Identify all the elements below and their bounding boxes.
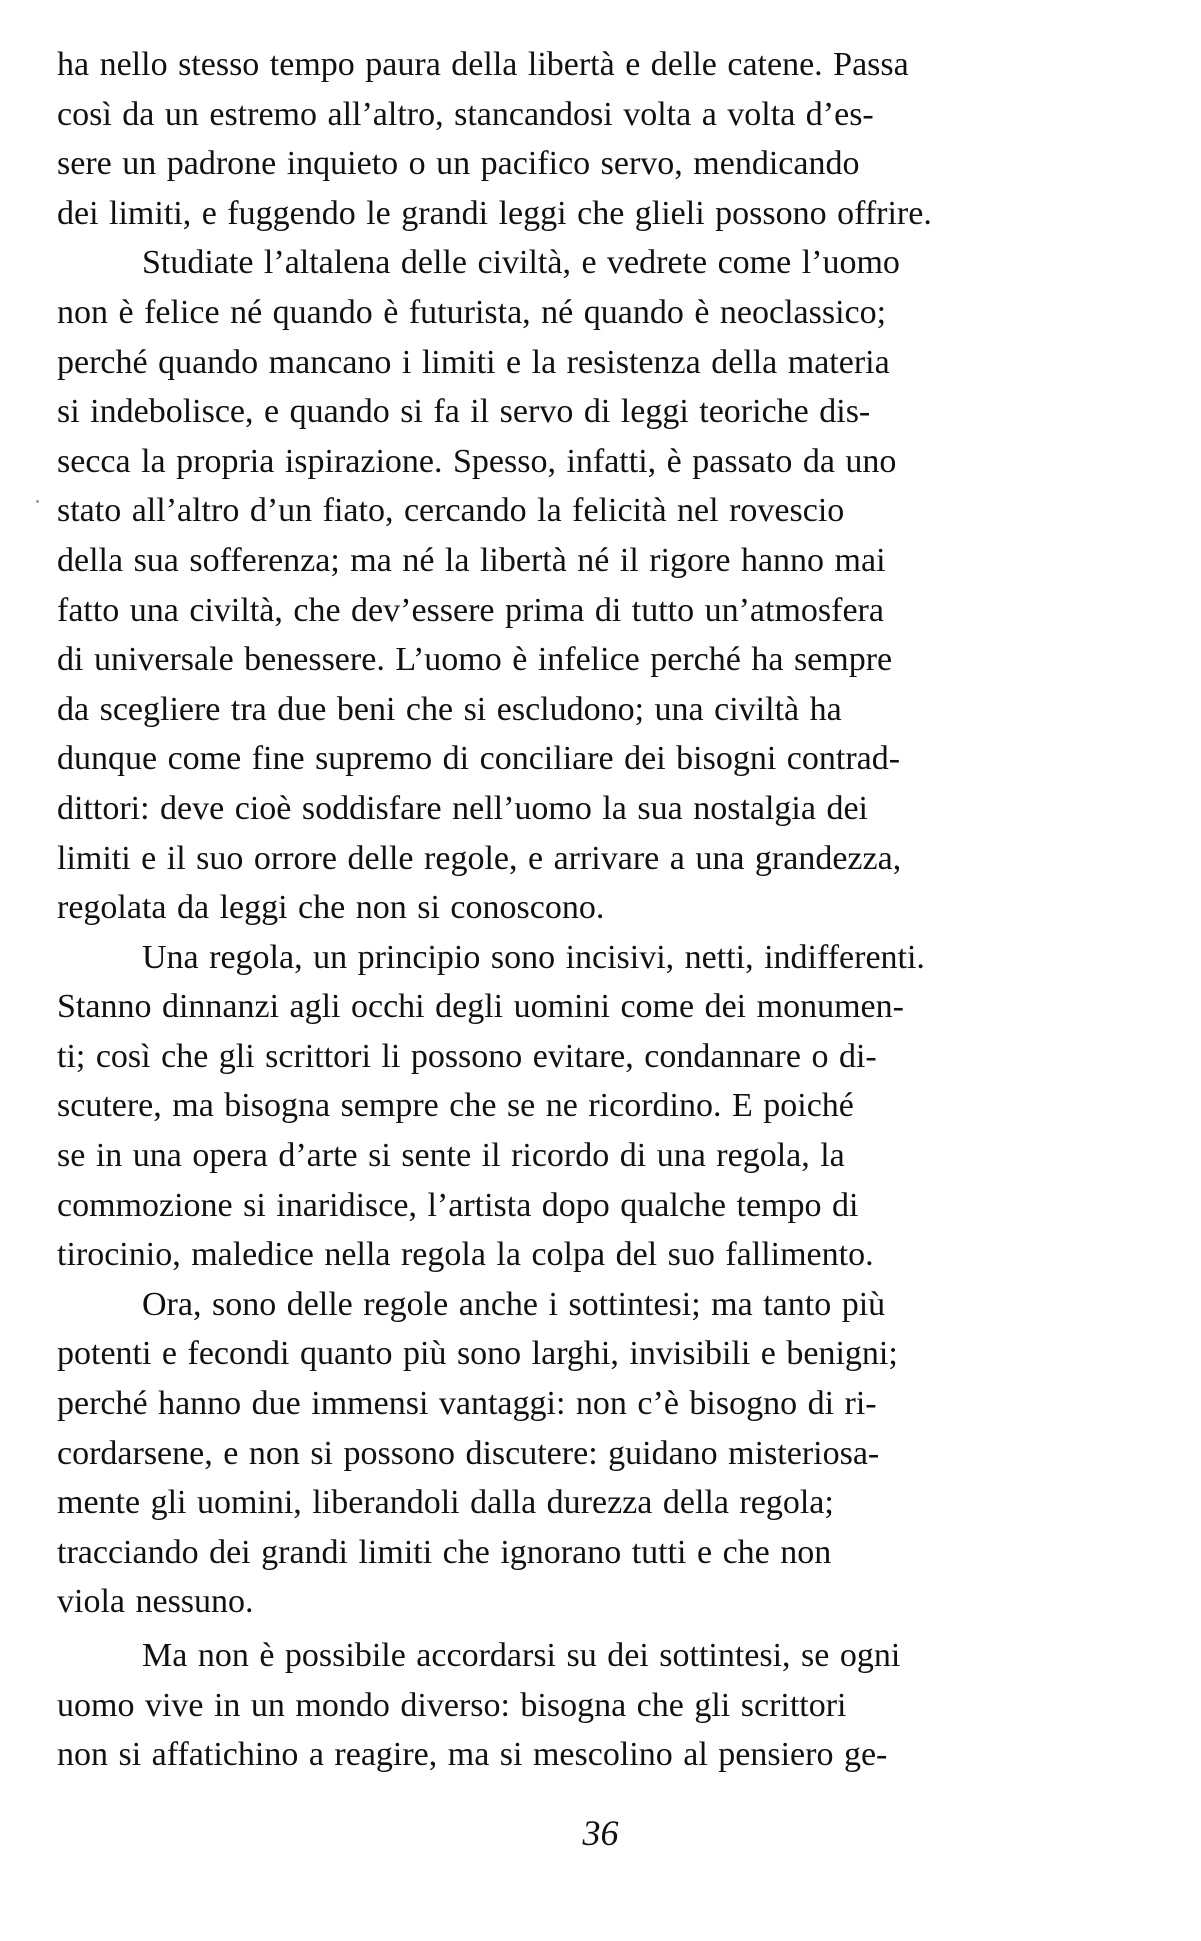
text-line: scutere, ma bisogna sempre che se ne ricordino. E poiché <box>57 1087 854 1125</box>
text-line: Stanno dinnanzi agli occhi degli uomini come dei monumen- <box>57 988 904 1026</box>
text-line: non è felice né quando è futurista, né quando è neoclassico; <box>57 293 887 331</box>
text-line: secca la propria ispirazione. Spesso, infatti, è passato da uno <box>57 442 897 480</box>
paragraph-first-line: Studiate l’altalena delle civiltà, e vedrete come l’uomo <box>142 244 900 282</box>
text-line: regolata da leggi che non si conoscono. <box>57 889 605 927</box>
text-line: perché hanno due immensi vantaggi: non c’è bisogno di ri- <box>57 1385 877 1423</box>
body-text <box>57 40 1177 1780</box>
text-line: della sua sofferenza; ma né la libertà né il rigore hanno mai <box>57 541 886 579</box>
text-line: fatto una civiltà, che dev’essere prima di tutto un’atmosfera <box>57 591 884 629</box>
text-line: tirocinio, maledice nella regola la colpa del suo fallimento. <box>57 1236 874 1274</box>
text-line: da scegliere tra due beni che si escludono; una civiltà ha <box>57 690 842 728</box>
paper-speck <box>36 500 39 503</box>
text-line: si indebolisce, e quando si fa il servo di leggi teoriche dis- <box>57 393 871 431</box>
text-line: se in una opera d’arte si sente il ricordo di una regola, la <box>57 1137 845 1175</box>
text-line: di universale benessere. L’uomo è infelice perché ha sempre <box>57 641 893 679</box>
text-line: tracciando dei grandi limiti che ignorano tutti e che non <box>57 1533 832 1571</box>
text-line: ti; così che gli scrittori li possono evitare, condannare o di- <box>57 1037 877 1075</box>
text-line: stato all’altro d’un fiato, cercando la felicità nel rovescio <box>57 492 845 530</box>
text-line: ha nello stesso tempo paura della libertà e delle catene. Passa <box>57 46 909 83</box>
paragraph-first-line: Ma non è possibile accordarsi su dei sottintesi, se ogni <box>142 1637 901 1674</box>
paragraph-first-line: Una regola, un principio sono incisivi, netti, indifferenti. <box>142 938 925 976</box>
text-line: uomo vive in un mondo diverso: bisogna che gli scrittori <box>57 1686 847 1724</box>
text-line: dunque come fine supremo di conciliare dei bisogni contrad- <box>57 740 901 778</box>
text-line: sere un padrone inquieto o un pacifico servo, mendicando <box>57 145 860 183</box>
text-line: viola nessuno. <box>57 1583 254 1621</box>
text-line: commozione si inaridisce, l’artista dopo qualche tempo di <box>57 1186 859 1224</box>
text-line: cordarsene, e non si possono discutere: guidano misteriosa- <box>57 1434 880 1472</box>
text-line: dittori: deve cioè soddisfare nell’uomo la sua nostalgia dei <box>57 789 868 827</box>
page-number: 36 <box>582 1813 619 1853</box>
text-line: potenti e fecondi quanto più sono larghi, invisibili e benigni; <box>57 1335 898 1373</box>
text-line: mente gli uomini, liberandoli dalla durezza della regola; <box>57 1484 834 1522</box>
text-line: perché quando mancano i limiti e la resistenza della materia <box>57 343 890 381</box>
paragraph-first-line: Ora, sono delle regole anche i sottintesi; ma tanto più <box>142 1285 886 1323</box>
text-line: così da un estremo all’altro, stancandosi volta a volta d’es- <box>57 95 874 133</box>
text-line: non si affatichino a reagire, ma si mescolino al pensiero ge- <box>57 1736 888 1774</box>
text-line: limiti e il suo orrore delle regole, e arrivare a una grandezza, <box>57 839 902 877</box>
text-line: dei limiti, e fuggendo le grandi leggi che glieli possono offrire. <box>57 194 932 232</box>
